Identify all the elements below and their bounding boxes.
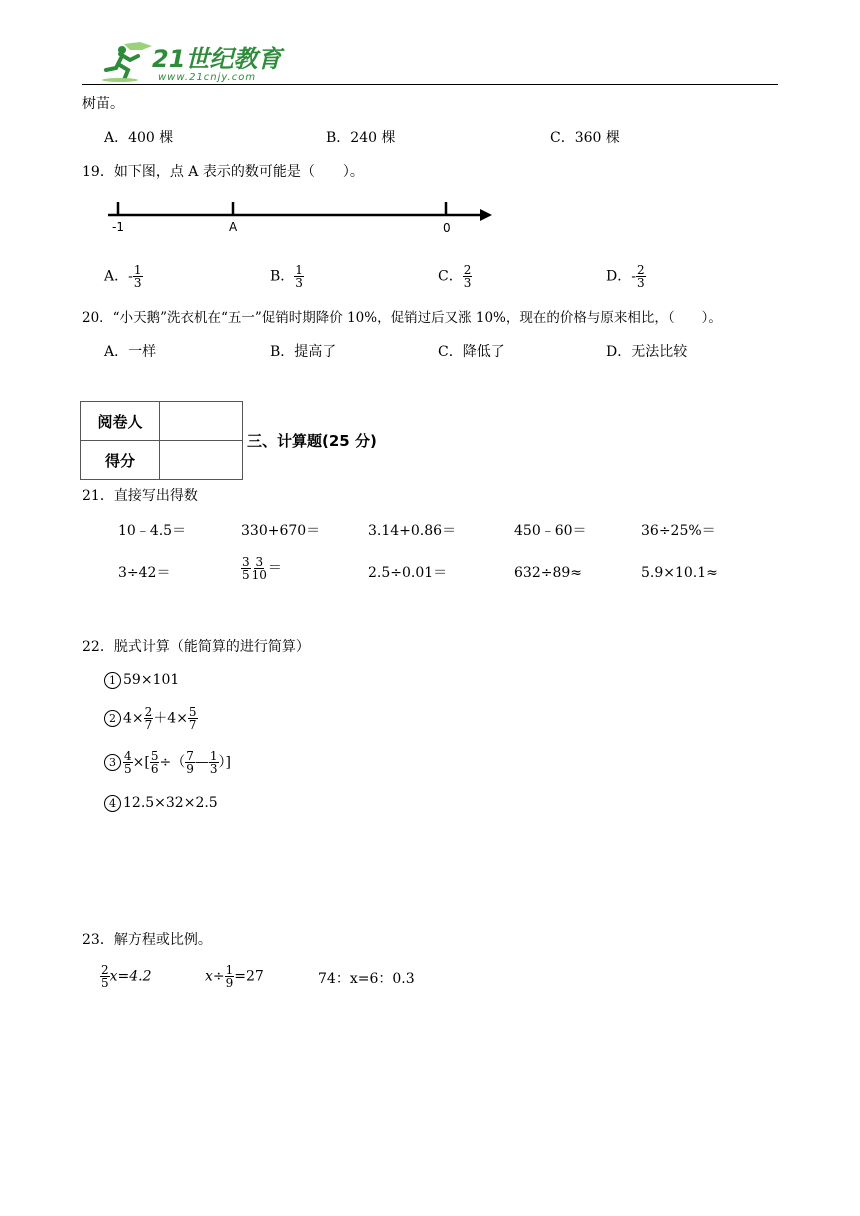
logo-text: 21世纪教育 bbox=[152, 45, 282, 73]
q21-item: 3÷42＝ bbox=[118, 565, 171, 581]
header-rule bbox=[82, 84, 778, 85]
number-line bbox=[104, 198, 494, 238]
q20-option-c: C．降低了 bbox=[438, 344, 505, 360]
q18-option-b: B．240 棵 bbox=[326, 130, 396, 146]
q20-option-b: B．提高了 bbox=[270, 344, 337, 360]
q21-item-fraction: $\frac{3}{5}$ $\frac{3}{10}$ ＝ bbox=[242, 555, 282, 582]
runner-logo-icon bbox=[100, 40, 156, 84]
q21-item: 450﹣60＝ bbox=[514, 523, 587, 539]
logo-url: www.21cnjy.com bbox=[158, 72, 257, 83]
q21-stem: 21．直接写出得数 bbox=[82, 488, 198, 504]
q20-stem: 20．“小天鹅”洗衣机在“五一”促销时期降价 10%，促销过后又涨 10%，现在的价格与原来相比，（ ）。 bbox=[82, 310, 722, 326]
reviewer-label: 阅卷人 bbox=[81, 402, 160, 441]
q21-item: 3.14+0.86＝ bbox=[368, 523, 457, 539]
q21-item: 5.9×10.1≈ bbox=[641, 565, 718, 581]
q20-option-d: D．无法比较 bbox=[606, 344, 688, 360]
q18-continuation: 树苗。 bbox=[82, 96, 124, 112]
score-field[interactable] bbox=[160, 441, 243, 480]
q20-option-a: A．一样 bbox=[104, 344, 157, 360]
q22-item-4: 4 12.5×32×2.5 bbox=[104, 794, 218, 812]
q23-equation-3: 74：x=6：0.3 bbox=[318, 971, 415, 987]
q23-equation-1: $\frac{2}{5}$ x=4.2 bbox=[101, 963, 152, 990]
number-line-label-a: A bbox=[229, 220, 238, 234]
q22-item-1: 1 59×101 bbox=[104, 671, 179, 689]
q19-stem: 19．如下图，点 A 表示的数可能是（ ）。 bbox=[82, 164, 364, 180]
q22-item-2: 2 4× $\frac{2}{7}$ ＋4× $\frac{5}{7}$ bbox=[104, 706, 198, 731]
q18-option-c: C．360 棵 bbox=[550, 130, 620, 146]
q21-item: 632÷89≈ bbox=[514, 565, 582, 581]
number-line-label-minus-one: -1 bbox=[112, 220, 124, 234]
q19-option-d: D．- $\frac{2}{3}$ bbox=[606, 263, 645, 290]
q21-item: 10﹣4.5＝ bbox=[118, 523, 187, 539]
q18-option-a: A．400 棵 bbox=[104, 130, 174, 146]
q23-equation-2: x÷ $\frac{1}{9}$ =27 bbox=[205, 963, 264, 990]
number-line-label-zero: 0 bbox=[443, 221, 451, 235]
score-label: 得分 bbox=[81, 441, 160, 480]
score-box bbox=[80, 401, 243, 480]
reviewer-field[interactable] bbox=[160, 402, 243, 441]
q21-item: 330+670＝ bbox=[241, 523, 321, 539]
q19-option-c: C． $\frac{2}{3}$ bbox=[438, 263, 472, 290]
q21-item: 2.5÷0.01＝ bbox=[368, 565, 448, 581]
q22-item-3: 3 $\frac{4}{5}$ ×[ $\frac{5}{6}$ ÷（ $\frac{7}{9}$ — $\frac{1}{3}$ ）] bbox=[104, 750, 231, 775]
q22-stem: 22．脱式计算（能简算的进行简算） bbox=[82, 639, 310, 655]
q21-item: 36÷25%＝ bbox=[641, 523, 716, 539]
q23-stem: 23．解方程或比例。 bbox=[82, 932, 212, 948]
section3-title: 三、计算题(25 分) bbox=[247, 432, 377, 450]
q19-option-a: A．- $\frac{1}{3}$ bbox=[104, 263, 142, 290]
q19-option-b: B． $\frac{1}{3}$ bbox=[270, 263, 303, 290]
header-logo bbox=[100, 40, 280, 84]
